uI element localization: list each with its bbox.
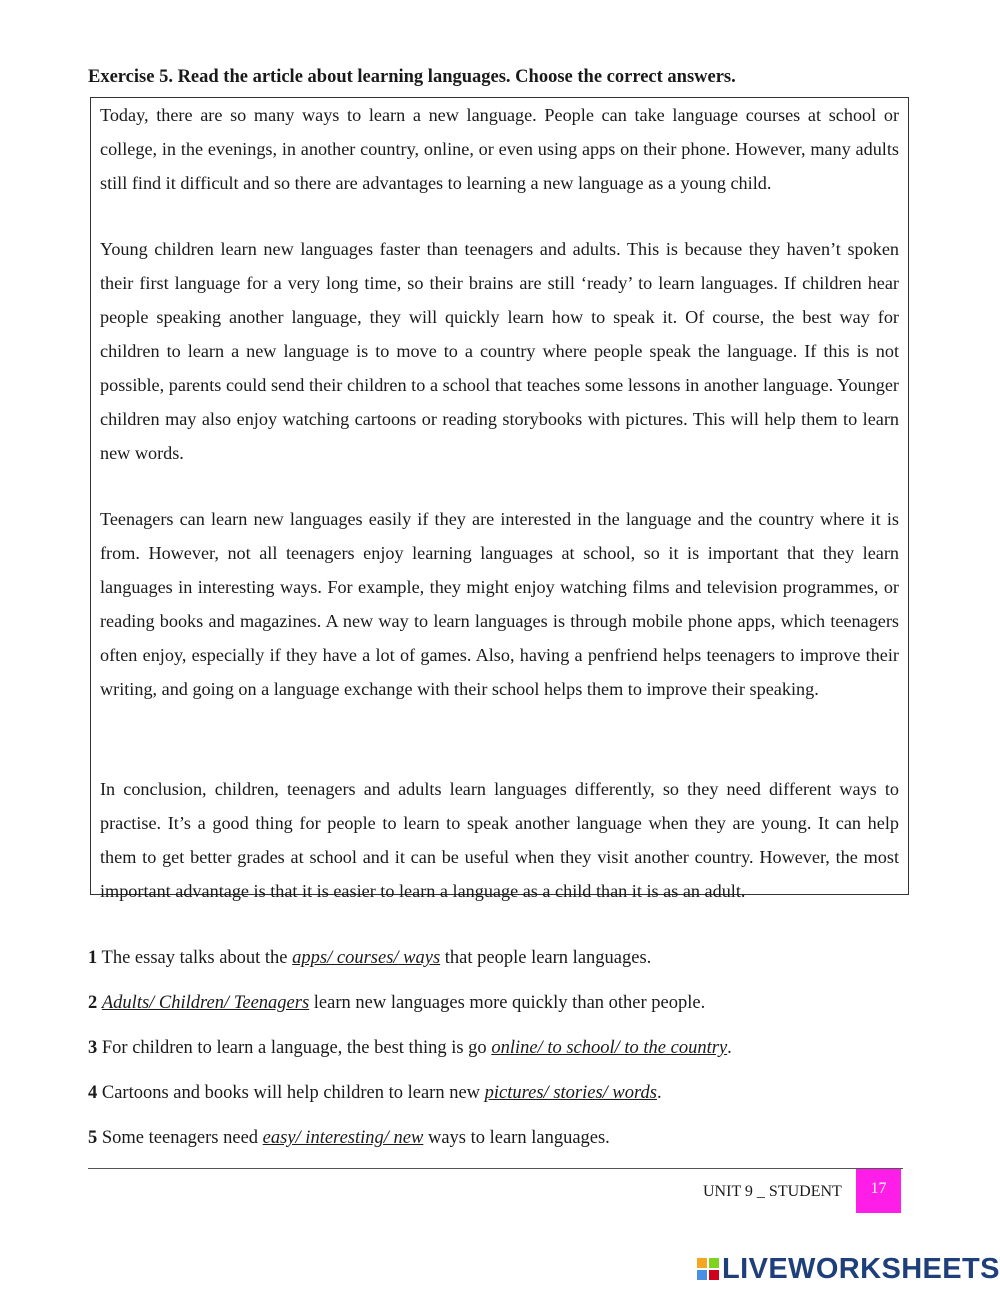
exercise-heading: Exercise 5. Read the article about learning languages. Choose the correct answers.	[88, 67, 736, 87]
question-number: 1	[88, 948, 98, 968]
question-number: 4	[88, 1083, 98, 1103]
liveworksheets-logo	[697, 1254, 1000, 1284]
article-paragraph-1: Today, there are so many ways to learn a new language. People can take language courses at school or college, in the evenings, in another country, online, or even using apps on their phone. However, many adults still find it difficult and so there are advantages to learning a new language as a young child.	[100, 105, 899, 193]
question-text-after: that people learn languages.	[440, 948, 652, 968]
logo-mark-icon	[697, 1258, 719, 1280]
question-3	[88, 1035, 732, 1061]
question-text-after: .	[727, 1038, 732, 1058]
footer-unit-label: UNIT 9 _ STUDENT	[703, 1183, 842, 1200]
logo-cell-4	[709, 1270, 719, 1280]
article-box	[90, 97, 909, 901]
answer-options-2[interactable]: Adults/ Children/ Teenagers	[101, 993, 310, 1013]
question-text-before: The essay talks about the	[97, 948, 293, 968]
logo-cell-2	[709, 1258, 719, 1268]
question-text-before: Some teenagers need	[97, 1128, 263, 1148]
article-paragraph-4: In conclusion, children, teenagers and adults learn languages differently, so they need different ways to practise. It’s a good thing for people to learn to speak another language when they are young. It can help them to get better grades at school and it can be useful when they visit another country. However, the most important advantage is that it is easier to learn a language as a child than it is as an adult.	[100, 779, 899, 901]
answer-options-4[interactable]: pictures/ stories/ words	[484, 1083, 657, 1103]
footer-divider	[88, 1168, 903, 1169]
question-number: 2	[88, 993, 98, 1013]
question-number: 3	[88, 1038, 98, 1058]
question-text-after: ways to learn languages.	[423, 1128, 610, 1148]
question-text-after: learn new languages more quickly than other people.	[309, 993, 706, 1013]
brand-wordmark: LIVEWORKSHEETS	[722, 1253, 1000, 1285]
answer-options-3[interactable]: online/ to school/ to the country	[491, 1038, 728, 1058]
article-paragraph-2: Young children learn new languages faster than teenagers and adults. This is because they haven’t spoken their first language for a very long time, so their brains are still ‘ready’ to learn languages. If children hear people speaking another language, they will quickly learn how to speak it. Of course, the best way for children to learn a new language is to move to a country where people speak the language. If this is not possible, parents could send their children to a school that teaches some lessons in another language. Younger children may also enjoy watching cartoons or reading storybooks with pictures. This will help them to learn new words.	[100, 239, 899, 463]
page-number-badge	[856, 1169, 901, 1213]
question-2	[88, 990, 705, 1016]
answer-options-1[interactable]: apps/ courses/ ways	[292, 948, 441, 968]
question-text-after: .	[656, 1083, 662, 1103]
question-4	[88, 1080, 662, 1106]
logo-cell-3	[697, 1270, 707, 1280]
page-number: 17	[870, 1180, 887, 1197]
question-text-before: Cartoons and books will help children to learn new	[97, 1083, 485, 1103]
answer-options-5[interactable]: easy/ interesting/ new	[262, 1128, 424, 1148]
article-paragraph-3: Teenagers can learn new languages easily if they are interested in the language and the country where it is from. However, not all teenagers enjoy learning languages at school, so it is important that they learn languages in interesting ways. For example, they might enjoy watching films and television programmes, or reading books and magazines. A new way to learn languages is through mobile phone apps, which teenagers often enjoy, especially if they have a lot of games. Also, having a penfriend helps teenagers to improve their writing, and going on a language exchange with their school helps them to improve their speaking.	[100, 509, 899, 699]
question-number: 5	[88, 1128, 98, 1148]
question-text-before: For children to learn a language, the best thing is go	[97, 1038, 492, 1058]
logo-cell-1	[697, 1258, 707, 1268]
question-1	[88, 945, 651, 971]
question-5	[88, 1125, 610, 1151]
